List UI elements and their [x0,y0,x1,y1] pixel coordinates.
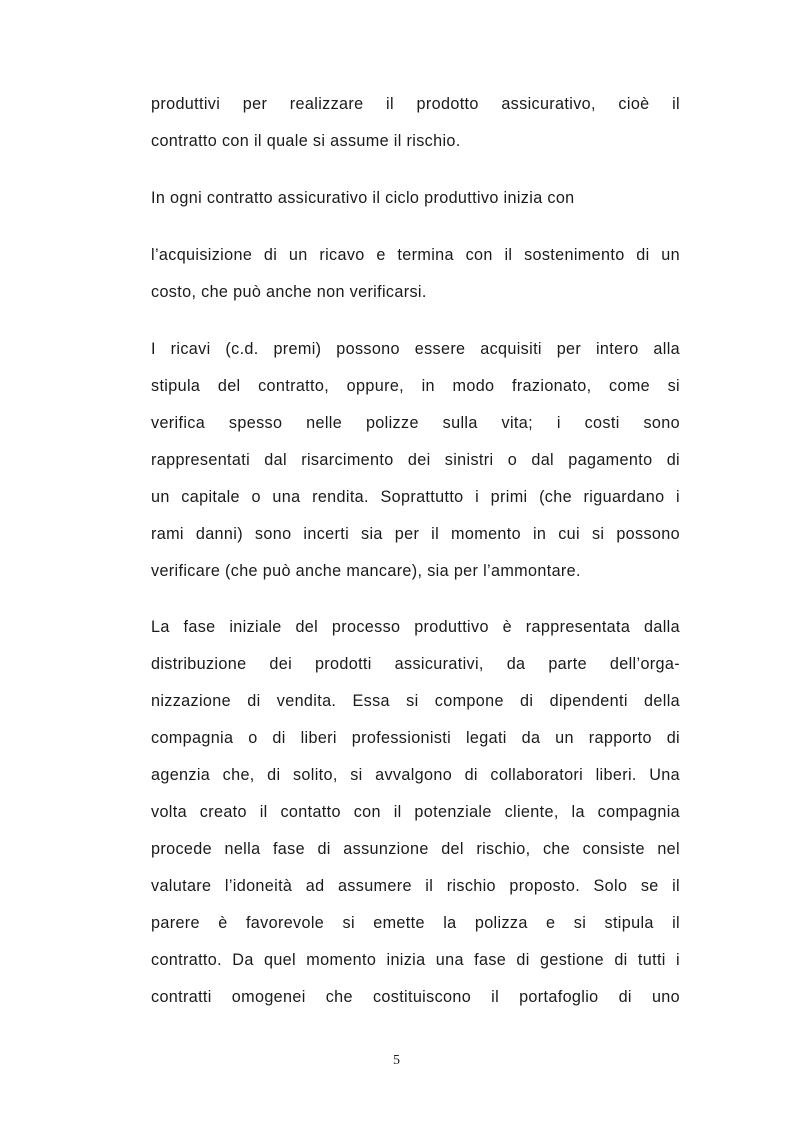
text-line: volta creato il contatto con il potenziale cliente, la compagnia [151,803,680,821]
page-number: 5 [393,1053,400,1068]
text-line: compagnia o di liberi professionisti legati da un rapporto di [151,729,680,747]
text-line: La fase iniziale del processo produttivo è rappresentata dalla [151,618,680,636]
text-line: un capitale o una rendita. Soprattutto i primi (che riguardano i [151,488,680,506]
text-line: contratto. Da quel momento inizia una fase di gestione di tutti i [151,951,680,969]
text-line: In ogni contratto assicurativo il ciclo produttivo inizia con [151,189,575,207]
text-line: rappresentati dal risarcimento dei sinistri o dal pagamento di [151,451,680,469]
text-line: verificare (che può anche mancare), sia per l’ammontare. [151,562,581,580]
text-line: costo, che può anche non verificarsi. [151,283,427,301]
text-line: rami danni) sono incerti sia per il momento in cui si possono [151,525,680,543]
text-line: agenzia che, di solito, si avvalgono di collaboratori liberi. Una [151,766,680,784]
text-line: nizzazione di vendita. Essa si compone di dipendenti della [151,692,680,710]
text-line: produttivi per realizzare il prodotto assicurativo, cioè il [151,95,680,113]
text-line: I ricavi (c.d. premi) possono essere acquisiti per intero alla [151,340,680,358]
text-line: valutare l’idoneità ad assumere il rischio proposto. Solo se il [151,877,680,895]
text-line: stipula del contratto, oppure, in modo frazionato, come si [151,377,680,395]
text-line: contratto con il quale si assume il rischio. [151,132,461,150]
text-line: contratti omogenei che costituiscono il portafoglio di uno [151,988,680,1006]
text-line: verifica spesso nelle polizze sulla vita; i costi sono [151,414,680,432]
text-line: procede nella fase di assunzione del rischio, che consiste nel [151,840,680,858]
text-line: parere è favorevole si emette la polizza e si stipula il [151,914,680,932]
text-line: l’acquisizione di un ricavo e termina con il sostenimento di un [151,246,680,264]
text-line: distribuzione dei prodotti assicurativi, da parte dell’orga- [151,655,680,673]
